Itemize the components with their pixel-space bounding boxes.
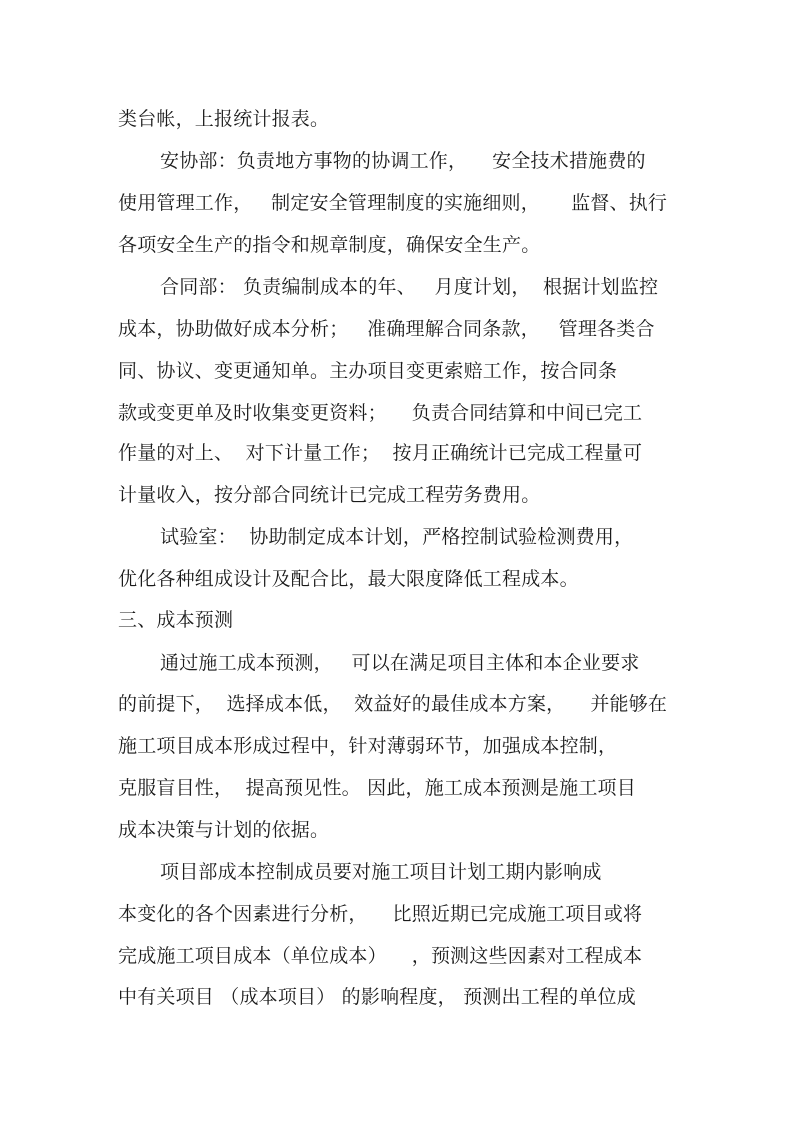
text-line: 的前提下， 选择成本低， 效益好的最佳成本方案， 并能够在: [118, 693, 668, 715]
text-line: 通过施工成本预测， 可以在满足项目主体和本企业要求: [160, 652, 640, 674]
text-line: 使用管理工作， 制定安全管理制度的实施细则， 监督、执行: [118, 192, 668, 214]
text-line: 成本决策与计划的依据。: [118, 819, 330, 841]
text-line: 各项安全生产的指令和规章制度，确保安全生产。: [118, 234, 541, 256]
text-line: 施工项目成本形成过程中，针对薄弱环节，加强成本控制，: [118, 735, 618, 757]
text-line: 项目部成本控制成员要对施工项目计划工期内影响成: [160, 861, 602, 883]
text-line: 作量的对上、 对下计量工作； 按月正确统计已完成工程量可: [118, 442, 643, 464]
text-line: 计量收入，按分部合同统计已完成工程劳务费用。: [118, 484, 541, 506]
text-line: 款或变更单及时收集变更资料； 负责合同结算和中间已完工: [118, 402, 643, 424]
text-line: 优化各种组成设计及配合比，最大限度降低工程成本。: [118, 568, 579, 590]
text-line: 合同部： 负责编制成本的年、 月度计划， 根据计划监控: [160, 276, 659, 298]
text-line: 中有关项目 （成本项目） 的影响程度， 预测出工程的单位成: [118, 986, 636, 1008]
text-line: 完成施工项目成本（单位成本） ，预测这些因素对工程成本: [118, 945, 643, 967]
text-line: 类台帐，上报统计报表。: [118, 108, 330, 130]
text-line: 成本，协助做好成本分析； 准确理解合同条款， 管理各类合: [118, 318, 655, 340]
text-line: 同、协议、变更通知单。主办项目变更索赔工作，按合同条: [118, 360, 618, 382]
text-line: 克服盲目性， 提高预见性。 因此，施工成本预测是施工项目: [118, 777, 636, 799]
text-line: 本变化的各个因素进行分析， 比照近期已完成施工项目或将: [118, 903, 643, 925]
text-line: 试验室： 协助制定成本计划，严格控制试验检测费用，: [160, 526, 634, 548]
section-heading: 三、成本预测: [118, 609, 234, 631]
text-line: 安协部：负责地方事物的协调工作， 安全技术措施费的: [160, 150, 646, 172]
